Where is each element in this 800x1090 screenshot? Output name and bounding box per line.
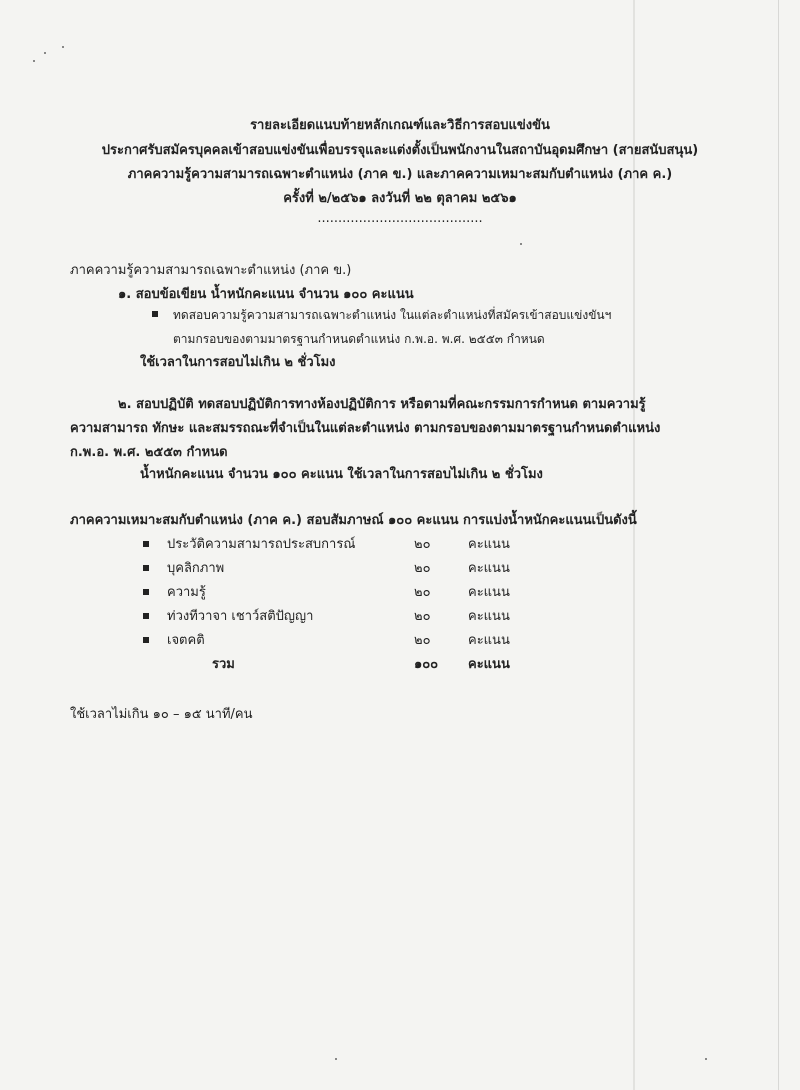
score-item-value: ๒๐	[414, 633, 431, 648]
paper-edge-line	[778, 0, 779, 1090]
scan-speck	[62, 46, 64, 48]
score-item-label: เจตคติ	[167, 633, 205, 648]
scan-speck	[44, 52, 46, 54]
section-c-heading: ภาคความเหมาะสมกับตำแหน่ง (ภาค ค.) สอบสัมภาษณ์ ๑๐๐ คะแนน การแบ่งน้ำหนักคะแนนเป็นดังนี้	[70, 513, 637, 528]
bullet-icon	[143, 637, 149, 643]
bullet-icon	[152, 311, 158, 317]
bullet-icon	[143, 565, 149, 571]
practical-exam-line1: ๒. สอบปฏิบัติ ทดสอบปฏิบัติการทางห้องปฏิบัติการ หรือตามที่คณะกรรมการกำหนด ตามความรู้	[118, 397, 646, 412]
score-item-value: ๒๐	[414, 561, 431, 576]
total-label: รวม	[212, 657, 235, 672]
scan-speck	[33, 60, 35, 62]
written-exam-description-cont: ตามกรอบของตามมาตรฐานกำหนดตำแหน่ง ก.พ.อ. พ.ศ. ๒๕๕๓ กำหนด	[173, 332, 545, 346]
score-item-unit: คะแนน	[468, 537, 510, 552]
section-description-line: ภาคความรู้ความสามารถเฉพาะตำแหน่ง (ภาค ข.) และภาคความเหมาะสมกับตำแหน่ง (ภาค ค.)	[127, 167, 673, 182]
scan-speck	[335, 1058, 337, 1060]
practical-exam-line4: น้ำหนักคะแนน จำนวน ๑๐๐ คะแนน ใช้เวลาในการสอบไม่เกิน ๒ ชั่วโมง	[140, 467, 543, 482]
header-divider: ........................................	[317, 211, 483, 226]
bullet-icon	[143, 613, 149, 619]
score-item-label: ความรู้	[167, 585, 206, 600]
score-item-unit: คะแนน	[468, 585, 510, 600]
practical-exam-line3: ก.พ.อ. พ.ศ. ๒๕๕๓ กำหนด	[70, 445, 228, 460]
score-item-label: ประวัติความสามารถประสบการณ์	[167, 537, 356, 552]
written-exam-time: ใช้เวลาในการสอบไม่เกิน ๒ ชั่วโมง	[140, 355, 336, 370]
written-exam-description: ทดสอบความรู้ความสามารถเฉพาะตำแหน่ง ในแต่ละตำแหน่งที่สมัครเข้าสอบแข่งขันฯ	[173, 308, 612, 322]
total-value: ๑๐๐	[414, 657, 439, 672]
practical-exam-line2: ความสามารถ ทักษะ และสมรรถณะที่จำเป็นในแต่ละตำแหน่ง ตามกรอบของตามมาตรฐานกำหนดตำแหน่ง	[70, 421, 661, 436]
score-item-label: ท่วงทีวาจา เชาว์สติปัญญา	[167, 609, 314, 624]
interview-time-limit: ใช้เวลาไม่เกิน ๑๐ – ๑๕ นาที/คน	[70, 707, 253, 722]
score-item-label: บุคลิกภาพ	[167, 561, 225, 576]
score-item-value: ๒๐	[414, 609, 431, 624]
score-item-value: ๒๐	[414, 585, 431, 600]
round-date-line: ครั้งที่ ๒/๒๕๖๑ ลงวันที่ ๒๒ ตุลาคม ๒๕๖๑	[283, 191, 517, 206]
total-unit: คะแนน	[468, 657, 510, 672]
score-item-value: ๒๐	[414, 537, 431, 552]
score-item-unit: คะแนน	[468, 633, 510, 648]
score-item-unit: คะแนน	[468, 561, 510, 576]
paper-fold-line	[633, 0, 635, 1090]
bullet-icon	[143, 589, 149, 595]
scan-speck	[705, 1058, 707, 1060]
document-title: รายละเอียดแนบท้ายหลักเกณฑ์และวิธีการสอบแข่งขัน	[250, 118, 550, 133]
announcement-line: ประกาศรับสมัครบุคคลเข้าสอบแข่งขันเพื่อบรรจุและแต่งตั้งเป็นพนักงานในสถาบันอุดมศึกษา (สายสนับสนุน)	[101, 143, 699, 158]
section-b-heading: ภาคความรู้ความสามารถเฉพาะตำแหน่ง (ภาค ข.)	[70, 263, 352, 278]
written-exam-title: ๑. สอบข้อเขียน น้ำหนักคะแนน จำนวน ๑๐๐ คะแนน	[118, 287, 414, 302]
score-item-unit: คะแนน	[468, 609, 510, 624]
scan-speck	[520, 243, 522, 245]
bullet-icon	[143, 541, 149, 547]
